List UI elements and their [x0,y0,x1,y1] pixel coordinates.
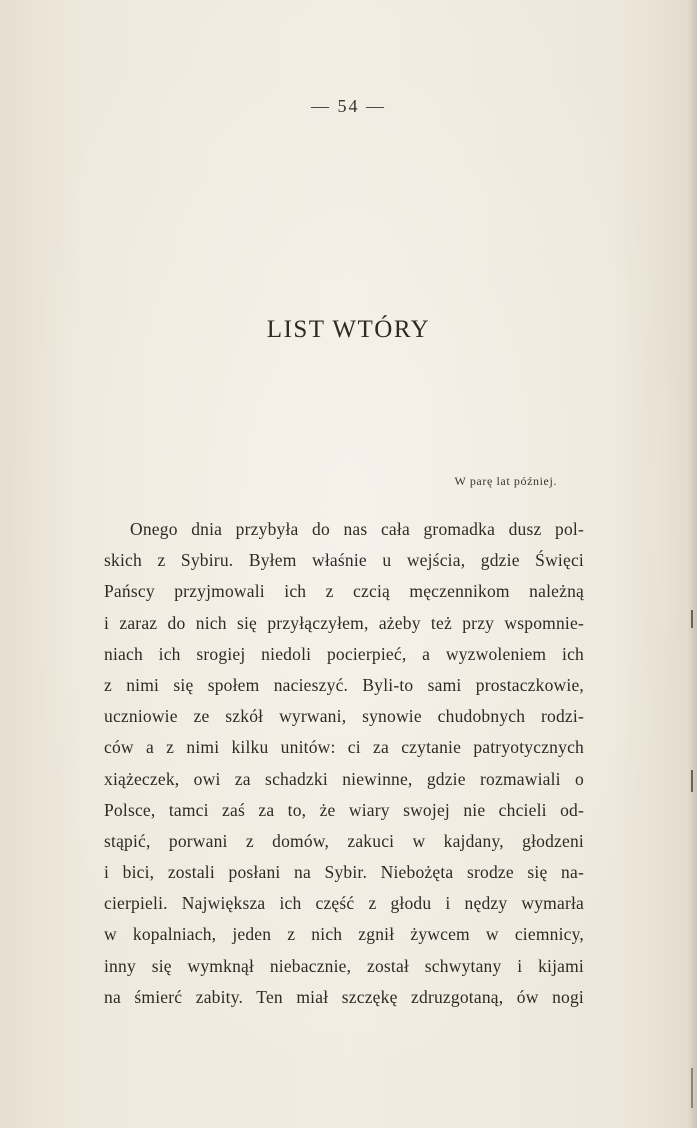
text-line: w kopalniach, jeden z nich zgnił żywcem w ciemnicy, [104,924,584,945]
page-number: — 54 — [311,96,386,116]
page-edge-mark [691,770,693,792]
text-line: niach ich srogiej niedoli pocierpieć, a wyzwoleniem ich [104,643,584,664]
text-line: cierpieli. Największa ich część z głodu i nędzy wymarła [104,893,584,914]
body-text [104,514,584,1013]
chapter-title: LIST WTÓRY [266,316,431,343]
text-line: Onego dnia przybyła do nas cała gromadka dusz pol- [130,519,584,539]
text-line: i bici, zostali posłani na Sybir. Niebożęta srodze się na- [104,862,584,883]
text-line: ców a z nimi kilku unitów: ci za czytanie patryotycznych [104,737,584,758]
text-line: z nimi się społem nacieszyć. Byli-to sami prostaczkowie, [104,674,584,695]
page-edge-shadow [687,0,697,1128]
text-line: Polsce, tamci zaś za to, że wiary swojej nie chcieli od- [104,799,584,820]
text-line: uczniowie ze szkół wyrwani, synowie chudobnych rodzi- [104,706,584,727]
text-line: xiążeczek, owi za schadzki niewinne, gdzie rozmawiali o [104,768,584,789]
text-line: inny się wymknął niebacznie, został schwytany i kijami [104,955,584,976]
text-line: stąpić, porwani z domów, zakuci w kajdany, głodzeni [104,830,584,851]
text-line: i zaraz do nich się przyłączyłem, ażeby też przy wspomnie- [104,612,584,633]
text-line: Pańscy przyjmowali ich z czcią męczennikom należną [104,581,584,602]
dateline: W parę lat później. [454,474,557,488]
text-line: na śmierć zabity. Ten miał szczękę zdruzgotaną, ów nogi [104,986,584,1007]
page-edge-mark [691,610,693,628]
page-edge-mark [691,1068,693,1108]
text-line: skich z Sybiru. Byłem właśnie u wejścia, gdzie Święci [104,550,584,571]
